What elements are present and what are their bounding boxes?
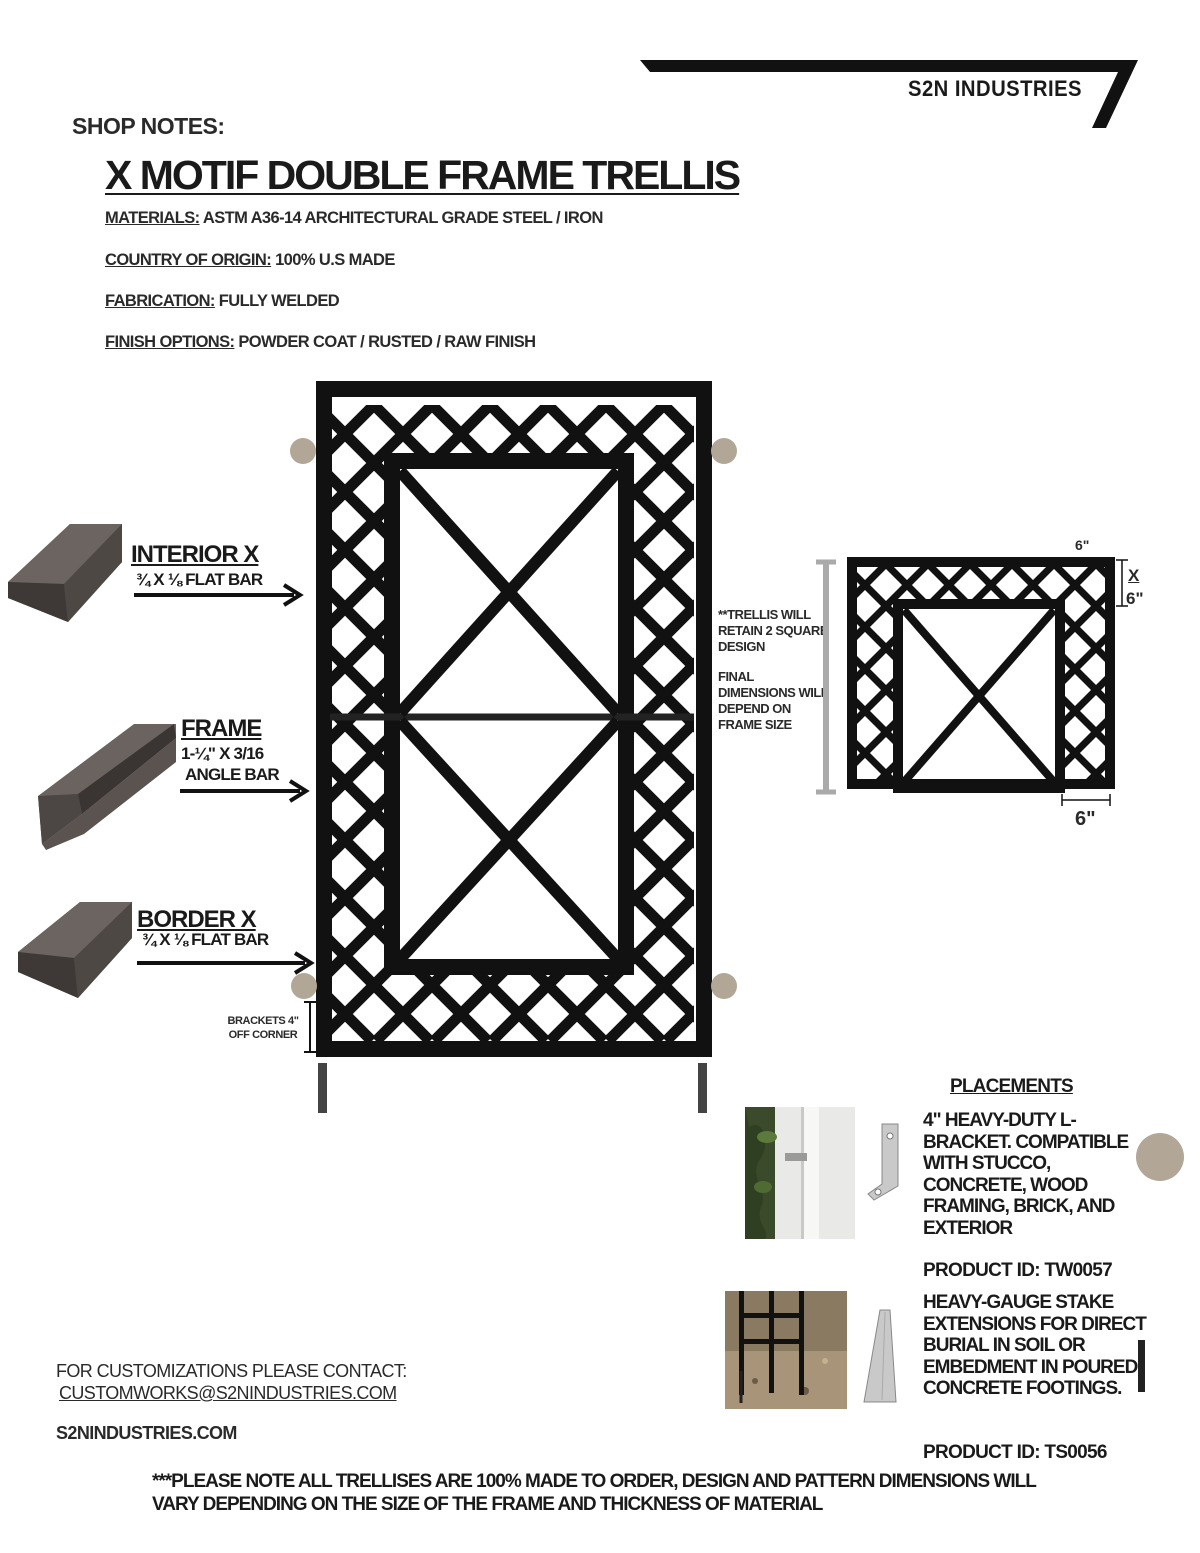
frame-size-line2: ANGLE BAR xyxy=(185,765,279,784)
border-x-label: BORDER X xyxy=(137,906,256,933)
spec-origin xyxy=(105,251,395,270)
trellis-note-line1: **TRELLIS WILL RETAIN 2 SQUARE DESIGN xyxy=(718,607,828,654)
placement-stake-product-id: PRODUCT ID: TS0056 xyxy=(923,1442,1107,1463)
lattice-bar xyxy=(318,405,730,1041)
angle-bar-image xyxy=(38,722,178,852)
contact-block xyxy=(56,1360,407,1404)
spec-fabrication xyxy=(105,292,339,311)
footer-note: ***PLEASE NOTE ALL TRELLISES ARE 100% MADE TO ORDER, DESIGN AND PATTERN DIMENSIONS WILL VARY DEPENDING ON THE SIZE OF THE FRAME AND THICKNESS OF MATERIAL xyxy=(152,1471,1036,1515)
lattice-bar xyxy=(300,405,314,1041)
lattice-bar xyxy=(300,405,730,1041)
side-marker-bar xyxy=(1138,1340,1145,1392)
placements-title: PLACEMENTS xyxy=(950,1076,1073,1097)
placement-bracket-product-id: PRODUCT ID: TW0057 xyxy=(923,1260,1113,1281)
shop-notes-heading: SHOP NOTES: xyxy=(72,113,225,139)
bracket-dot-bottom-right xyxy=(711,973,737,999)
brackets-note: BRACKETS 4" OFF CORNER xyxy=(227,1015,299,1041)
border-x-size: ¾ X ⅛ FLAT BAR xyxy=(142,930,269,949)
l-bracket-icon xyxy=(864,1122,908,1204)
trellis-detail-drawing xyxy=(810,550,1150,820)
website-link[interactable]: S2NINDUSTRIES.COM xyxy=(56,1423,237,1443)
dimension-side-x: X xyxy=(1128,566,1140,585)
dimension-top: 6" xyxy=(1075,537,1090,553)
stake-icon xyxy=(860,1308,900,1404)
bracket-photo xyxy=(745,1107,855,1239)
bracket-dot-top-right xyxy=(711,438,737,464)
spec-value: FULLY WELDED xyxy=(214,292,340,310)
border-arrow xyxy=(137,950,319,976)
interior-x-size: ¾ X ⅛ FLAT BAR xyxy=(136,570,263,589)
dimension-side: 6" xyxy=(1126,589,1144,608)
lattice-bar xyxy=(316,405,730,1041)
page-title: X MOTIF DOUBLE FRAME TRELLIS xyxy=(105,152,740,198)
brand-name: S2N INDUSTRIES xyxy=(908,76,1083,101)
spec-value: 100% U.S MADE xyxy=(271,251,395,269)
frame-size-line1: 1-¼" X 3/16 xyxy=(181,744,264,763)
lattice-bar xyxy=(300,405,316,1041)
lattice-bar xyxy=(300,405,730,1041)
dimension-bottom: 6" xyxy=(1075,808,1096,830)
lattice-bar xyxy=(300,405,730,1041)
lattice-bar xyxy=(300,405,730,1041)
lattice-bar xyxy=(300,405,730,1041)
spec-materials xyxy=(105,209,603,228)
spec-label: COUNTRY OF ORIGIN: xyxy=(105,251,272,269)
contact-line: FOR CUSTOMIZATIONS PLEASE CONTACT: xyxy=(56,1361,407,1381)
placement-bracket-description: 4" HEAVY-DUTY L-BRACKET. COMPATIBLE WITH STUCCO, CONCRETE, WOOD FRAMING, BRICK, AND EXTERIOR xyxy=(923,1110,1129,1239)
lattice-bar xyxy=(300,405,730,1041)
stake-photo xyxy=(725,1291,847,1409)
frame-arrow xyxy=(180,778,314,804)
frame-label: FRAME xyxy=(181,715,262,742)
interior-x-label: INTERIOR X xyxy=(131,541,259,568)
interior-flat-bar-image xyxy=(8,522,124,626)
border-flat-bar-image xyxy=(18,900,134,1000)
lattice-bar xyxy=(810,564,852,782)
interior-arrow xyxy=(134,582,308,608)
spec-finish xyxy=(105,333,535,352)
lattice-bar xyxy=(810,564,1012,782)
spec-label: MATERIALS: xyxy=(105,209,200,227)
lattice-bar xyxy=(300,405,722,1041)
placement-stake-description: HEAVY-GAUGE STAKE EXTENSIONS FOR DIRECT BURIAL IN SOIL OR EMBEDMENT IN POURED CONCRETE FOOTINGS. xyxy=(923,1292,1146,1399)
trellis-main-drawing xyxy=(300,375,730,1120)
bracket-dot-top-left xyxy=(290,438,316,464)
spec-value: POWDER COAT / RUSTED / RAW FINISH xyxy=(234,333,536,351)
trellis-note-line2: FINAL DIMENSIONS WILL DEPEND ON FRAME SIZE xyxy=(718,669,828,732)
bracket-dot-bottom-left xyxy=(291,973,317,999)
spec-label: FABRICATION: xyxy=(105,292,215,310)
lattice-bar xyxy=(810,564,970,782)
spec-value: ASTM A36-14 ARCHITECTURAL GRADE STEEL / IRON xyxy=(199,209,603,227)
contact-email-link[interactable]: CUSTOMWORKS@S2NINDUSTRIES.COM xyxy=(59,1383,397,1403)
spec-label: FINISH OPTIONS: xyxy=(105,333,235,351)
